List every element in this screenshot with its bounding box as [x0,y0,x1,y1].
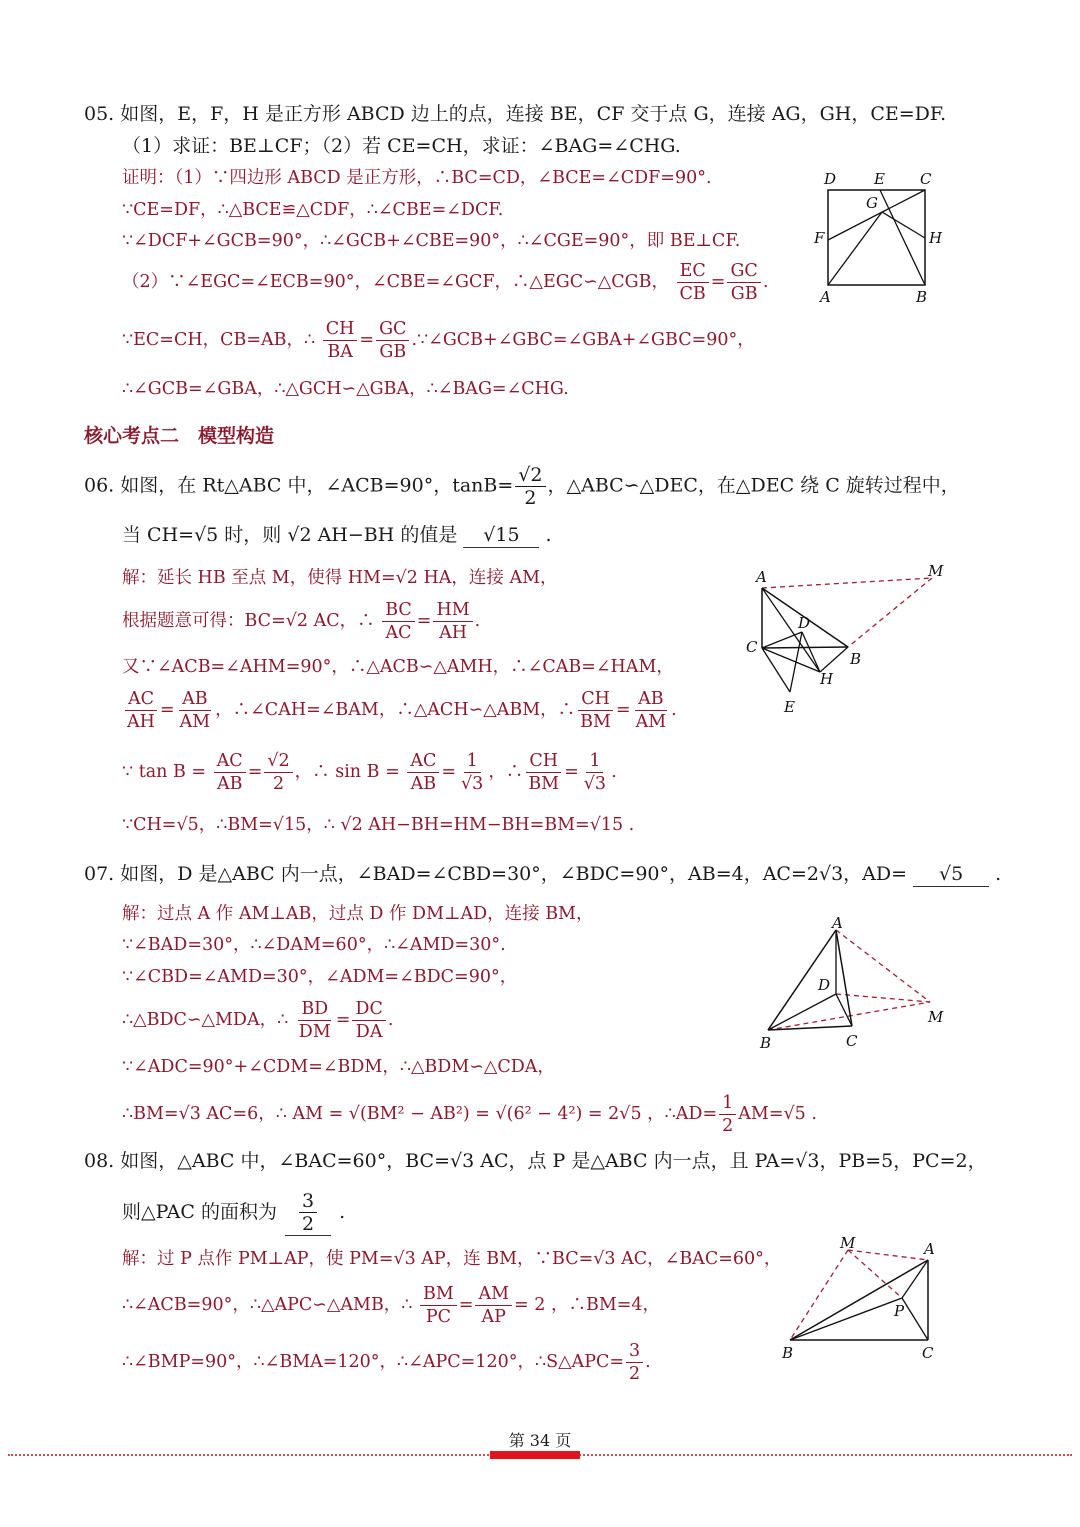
p08-sol2-text: ∴∠ACB=90°，∴△APC∽△AMB，∴ [122,1295,413,1315]
numerator: EC [677,260,709,283]
p07-sol6-text: ∴BM=√3 AC=6，∴ AM = √(BM² − AB²) = √(6² − 4²) = 2√5 ，∴AD= [122,1104,718,1124]
label-C: C [746,638,758,656]
numerator: BC [382,599,415,622]
p07-stem-text: 07. 如图，D 是△ABC 内一点，∠BAD=∠CBD=30°，∠BDC=90°，AB=4，AC=2√3，AD= [84,863,908,885]
label-C: C [922,1344,934,1362]
p05-figure-square [810,168,950,308]
p05-solution-line5: ∵EC=CH，CB=AB，∴ $\frac{CH}{BA}$ = $\frac{GC}{GB}$ .∵∠GCB+∠GBC=∠GBA+∠GBC=90°， [122,319,755,362]
p07-figure [752,914,952,1054]
fraction [382,599,415,644]
numerator: GC [727,260,760,283]
label-C: C [920,170,932,188]
denominator: AM [179,712,211,732]
p06-stem-line1 [84,464,960,509]
p05-sol5-tail: .∵∠GCB+∠GBC=∠GBA+∠GBC=90°， [411,330,755,350]
fraction [124,688,158,733]
numerator: HM [433,599,472,622]
p08-solution-line1: 解：过 P 点作 PM⊥AP，使 PM=√3 AP，连 BM，∵BC=√3 AC，∠BAC=60°， [122,1249,782,1269]
fraction [626,1340,643,1385]
label-H: H [929,229,943,247]
p07-solution-line3: ∵∠CBD=∠AMD=30°，∠ADM=∠BDC=90°， [122,967,518,987]
fraction [633,688,670,733]
p06-sol4-text: ，∴∠CAH=∠BAM，∴△ACH∽△ABM，∴ [215,700,576,720]
p05-stem-line1: 05. 如图，E，F，H 是正方形 ABCD 边上的点，连接 BE，CF 交于点 G，连接 AG，GH，CE=DF. [84,103,947,125]
label-M: M [928,562,944,580]
fraction [475,1283,512,1328]
denominator: BM [580,712,611,732]
denominator: 2 [629,1364,641,1384]
p05-solution-line6: ∴∠GCB=∠GBA，∴△GCH∽△GBA，∴∠BAG=∠CHG. [122,379,569,399]
fraction [214,750,246,795]
p05-stem-line2: （1）求证：BE⊥CF；（2）若 CE=CH，求证：∠BAG=∠CHG. [122,135,681,157]
numerator: AB [635,688,667,711]
p06-sol5-tail: ，∴ [488,762,524,782]
denominator: PC [425,1307,451,1327]
p07-solution-line2: ∵∠BAD=30°，∴∠DAM=60°，∴∠AMD=30°. [122,935,506,955]
p07-sol4-text: ∴△BDC∽△MDA，∴ [122,1010,289,1030]
fraction [577,688,614,733]
denominator: AC [385,623,412,643]
label-M: M [840,1234,856,1252]
denominator: 2 [302,1213,315,1235]
fraction [296,998,334,1043]
label-A: A [756,568,767,586]
fraction [352,998,385,1043]
denominator: 2 [722,1116,734,1136]
p06-solution-line6: ∵CH=√5，∴BM=√15，∴ √2 AH−BH=HM−BH=BM=√15 . [122,815,635,835]
p06-sol2-text: 根据题意可得：BC=√2 AC，∴ [122,611,375,631]
p06-sol5-mid: ，∴ sin B = [294,762,400,782]
p07-solution-line5: ∵∠ADC=90°+∠CDM=∠BDM，∴△BDM∽△CDA， [122,1057,555,1077]
numerator: DC [352,998,385,1021]
p05-solution-line3: ∵∠DCF+∠GCB=90°，∴∠GCB+∠CBE=90°，∴∠CGE=90°，即 BE⊥CF. [122,231,741,251]
denominator: √3 [461,774,484,794]
label-A: A [832,914,843,932]
p06-stem1-tail: ，△ABC∽△DEC，在△DEC 绕 C 旋转过程中， [547,474,960,497]
fraction [525,750,562,795]
denominator: GB [730,284,758,304]
label-B: B [850,650,862,668]
numerator: 1 [719,1092,736,1115]
label-B: B [782,1344,794,1362]
fraction [264,750,292,795]
numerator: 3 [626,1340,643,1363]
p06-solution-line1: 解：延长 HB 至点 M，使得 HM=√2 HA，连接 AM， [122,568,558,588]
p06-sol5-text: ∵ tan B = [122,762,207,782]
denominator: AB [216,774,243,794]
label-H: H [820,670,834,688]
fraction [376,318,409,363]
fraction [727,260,760,305]
label-E: E [784,698,795,716]
fraction [420,1283,457,1328]
label-A: A [820,288,831,306]
p05-solution-line2: ∵CE=DF，∴△BCE≌△CDF，∴∠CBE=∠DCF. [122,200,504,220]
footer-red-bar [490,1451,580,1459]
label-B: B [916,288,928,306]
label-D: D [818,976,831,994]
p08-stem-line1: 08. 如图，△ABC 中，∠BAC=60°，BC=√3 AC，点 P 是△ABC 内一点，且 PA=√3，PB=5，PC=2， [84,1150,987,1172]
label-B: B [760,1034,772,1052]
p07-stem: 07. 如图，D 是△ABC 内一点，∠BAD=∠CBD=30°，∠BDC=90°，AB=4，AC=2√3，AD= √5 . [84,863,1002,885]
label-D: D [824,170,837,188]
p08-sol2-tail: = 2 ，∴BM=4， [514,1295,661,1315]
denominator: AM [635,712,667,732]
numerator: GC [376,318,409,341]
denominator: 2 [272,774,285,794]
numerator: √2 [515,464,545,487]
numerator: AC [214,750,246,773]
denominator: DA [355,1022,383,1042]
numerator: 3 [299,1190,317,1213]
denominator: GB [379,342,407,362]
denominator: AH [439,623,467,643]
numerator: CH [578,688,613,711]
p07-solution-line6 [122,1092,817,1137]
p05-sol4-text: （2）∵∠EGC=∠ECB=90°，∠CBE=∠GCF，∴△EGC∽△CGB， [122,272,669,292]
label-A: A [924,1240,935,1258]
denominator: AH [127,712,155,732]
p06-stem-line2: 当 CH=√5 时，则 √2 AH−BH 的值是 √15 . [122,524,552,546]
label-M: M [928,1008,944,1026]
p06-stem2-text: 当 CH=√5 时，则 √2 AH−BH 的值是 [122,524,458,546]
p06-solution-line2: 根据题意可得：BC=√2 AC，∴ $\frac{BC}{AC}$ = $\frac{HM}{AH}$ . [122,600,481,643]
label-D: D [798,614,811,632]
p08-stem2-text: 则△PAC 的面积为 [122,1201,277,1223]
numerator: BM [420,1283,457,1306]
p06-solution-line4: $\frac{AC}{AH}$ = $\frac{AB}{AM}$ ，∴∠CAH=∠BAM，∴△ACH∽△ABM，∴ $\frac{CH}{BM}$ = $\frac{AB}{AM}$ . [122,688,677,733]
fraction [719,1092,736,1137]
denominator: DM [298,1022,331,1042]
denominator: BA [327,342,353,362]
p06-stem1-text: 06. 如图，在 Rt△ABC 中，∠ACB=90°，tanB= [84,474,514,497]
denominator: AB [410,774,437,794]
p08-sol3-text: ∴∠BMP=90°，∴∠BMA=120°，∴∠APC=120°，∴S△APC= [122,1352,625,1372]
p05-solution-line1: 证明：（1）∵四边形 ABCD 是正方形，∴BC=CD，∠BCE=∠CDF=90°. [122,168,712,188]
numerator: √2 [264,750,292,773]
numerator: BD [298,998,331,1021]
p08-stem-line2: 则△PAC 的面积为 $\frac{3}{2}$ . [122,1190,346,1235]
numerator: CH [323,318,358,341]
p05-sol5-text: ∵EC=CH，CB=AB，∴ [122,330,316,350]
label-E: E [874,170,885,188]
denominator: 2 [524,487,537,509]
numerator: 1 [586,750,603,773]
numerator: AC [407,750,439,773]
denominator: √3 [583,774,607,794]
fraction [515,464,545,509]
denominator: BM [528,774,560,794]
p06-answer-blank: √15 [463,523,539,548]
p07-solution-line1: 解：过点 A 作 AM⊥AB，过点 D 作 DM⊥AD，连接 BM， [122,904,594,924]
numerator: CH [526,750,561,773]
denominator: AP [481,1307,506,1327]
denominator: CB [679,284,706,304]
p08-solution-line2: ∴∠ACB=90°，∴△APC∽△AMB，∴ $\frac{BM}{PC}$ = $\frac{AM}{AP}$ = 2 ，∴BM=4， [122,1284,661,1327]
label-F: F [814,229,825,247]
p08-figure [772,1232,952,1362]
p06-solution-line3: 又∵∠ACB=∠AHM=90°，∴△ACB∽△AMH，∴∠CAB=∠HAM， [122,657,674,677]
fraction [458,750,486,795]
fraction [177,688,214,733]
fraction [581,750,609,795]
numerator: AC [125,688,157,711]
p07-sol6-tail: AM=√5 . [738,1104,817,1124]
label-P: P [894,1302,905,1320]
p08-answer-blank [285,1190,331,1236]
numerator: 1 [464,750,481,773]
section-heading: 核心考点二 模型构造 [84,425,275,447]
fraction [433,599,472,644]
label-G: G [866,194,878,212]
fraction [677,260,709,305]
p07-answer-blank: √5 [913,862,989,887]
numerator: AM [475,1283,512,1306]
p06-solution-line5: ∵ tan B = $\frac{AC}{AB}$ = $\frac{√2}{2}$ ，∴ sin B = $\frac{AC}{AB}$ = $\frac{1}{√3}$ ，∴ $\frac{CH}{BM}$ = $\frac{1}{√3}$ . [122,751,617,794]
p07-solution-line4: ∴△BDC∽△MDA，∴ $\frac{BD}{DM}$ = $\frac{DC}{DA}$ . [122,999,394,1042]
p08-solution-line3: ∴∠BMP=90°，∴∠BMA=120°，∴∠APC=120°，∴S△APC= $\frac{3}{2}$ . [122,1341,651,1384]
numerator: AB [179,688,211,711]
p05-solution-line4: （2）∵∠EGC=∠ECB=90°，∠CBE=∠GCF，∴△EGC∽△CGB， $\frac{EC}{CB}$ = $\frac{GC}{GB}$ . [122,261,769,304]
p06-figure [740,560,960,720]
fraction [323,318,358,363]
fraction [407,750,439,795]
label-C: C [846,1032,858,1050]
page-number: 第 34 页 [508,1431,572,1450]
